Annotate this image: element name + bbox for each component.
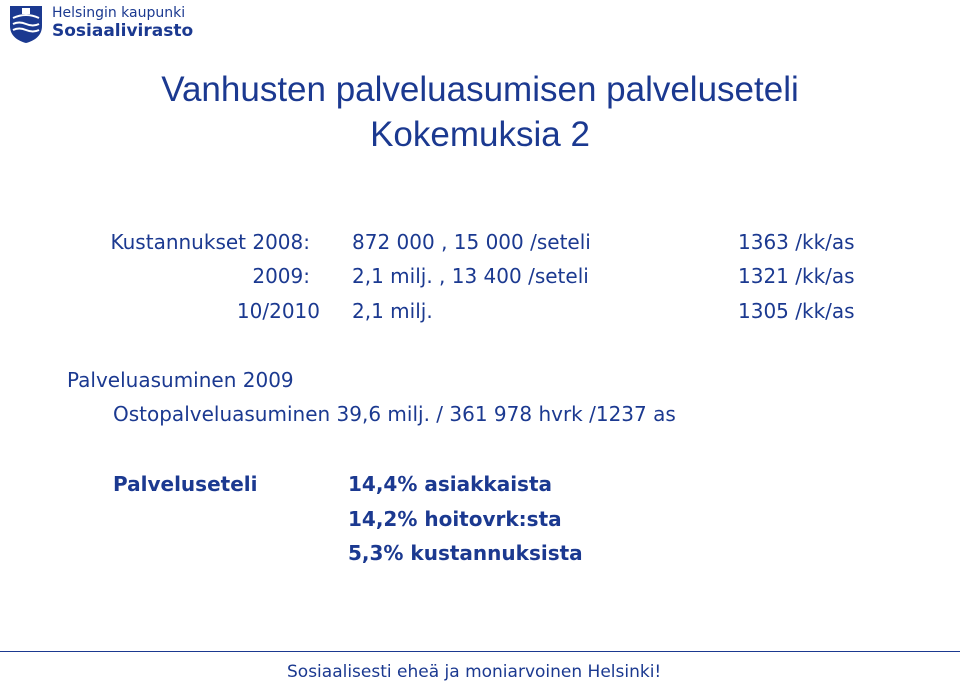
cost-row-amount: 872 000 , 15 000 /seteli bbox=[352, 230, 591, 254]
cost-row-amount: 2,1 milj. bbox=[352, 299, 433, 323]
voucher-item: 14,4% asiakkaista bbox=[348, 472, 553, 496]
cost-row-label: 10/2010 bbox=[236, 299, 320, 323]
page-title: Vanhusten palveluasumisen palveluseteli bbox=[161, 70, 799, 109]
footer-divider bbox=[0, 651, 960, 652]
cost-row-per-month: 1321 /kk/as bbox=[738, 264, 855, 288]
page-subtitle: Kokemuksia 2 bbox=[370, 115, 590, 154]
city-name: Helsingin kaupunki bbox=[52, 5, 186, 21]
voucher-item: 14,2% hoitovrk:sta bbox=[348, 507, 562, 531]
cost-row-per-month: 1305 /kk/as bbox=[738, 299, 855, 323]
cost-row-per-month: 1363 /kk/as bbox=[738, 230, 855, 254]
department-name: Sosiaalivirasto bbox=[52, 21, 194, 41]
housing-line: Ostopalveluasuminen 39,6 milj. / 361 978 hvrk /1237 as bbox=[113, 402, 676, 426]
helsinki-crest-icon bbox=[8, 4, 44, 44]
cost-row-label: Kustannukset 2008: bbox=[110, 230, 310, 254]
organization-logo bbox=[8, 4, 198, 44]
voucher-item: 5,3% kustannuksista bbox=[348, 541, 583, 565]
footer-slogan: Sosiaalisesti eheä ja moniarvoinen Helsinki! bbox=[287, 662, 662, 682]
cost-row-label: 2009: bbox=[252, 264, 310, 288]
cost-row-amount: 2,1 milj. , 13 400 /seteli bbox=[352, 264, 589, 288]
housing-heading: Palveluasuminen 2009 bbox=[67, 368, 294, 392]
voucher-label: Palveluseteli bbox=[113, 472, 258, 496]
